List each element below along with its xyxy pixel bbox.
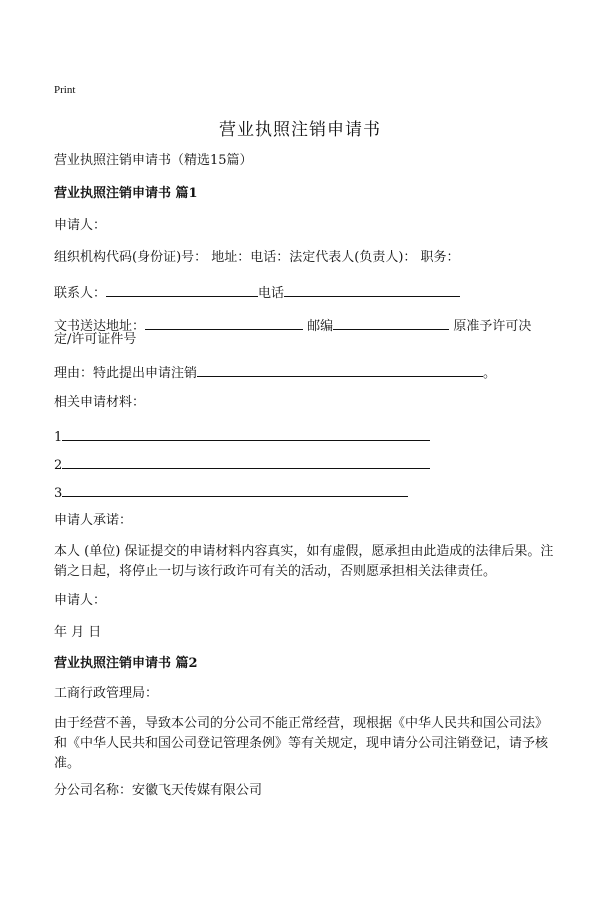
section2-heading: 营业执照注销申请书 篇2 bbox=[54, 656, 198, 671]
org-line: 组织机构代码(身份证)号： 地址：电话：法定代表人(负责人)： 职务： bbox=[54, 250, 460, 265]
item-blank bbox=[62, 482, 408, 497]
branch-name: 分公司名称：安徽飞天传媒有限公司 bbox=[54, 783, 263, 798]
item-number: 1 bbox=[54, 430, 63, 445]
item-blank bbox=[62, 454, 430, 469]
address-blank bbox=[145, 315, 303, 330]
reason-end: 。 bbox=[483, 366, 497, 381]
reason-row bbox=[54, 362, 496, 383]
recipient-line: 工商行政管理局： bbox=[54, 686, 159, 701]
item-number: 2 bbox=[54, 458, 63, 473]
material-item-3 bbox=[54, 482, 408, 503]
contact-blank bbox=[106, 282, 258, 297]
postcode-blank bbox=[333, 315, 449, 330]
reason-label: 理由：特此提出申请注销 bbox=[54, 366, 198, 381]
applicant-line: 申请人： bbox=[54, 218, 107, 233]
phone-blank bbox=[284, 282, 460, 297]
item-number: 3 bbox=[54, 486, 63, 501]
item-blank bbox=[62, 426, 430, 441]
section1-heading: 营业执照注销申请书 篇1 bbox=[54, 186, 198, 201]
phone-label: 电话 bbox=[258, 286, 285, 301]
commitment-text: 本人 (单位) 保证提交的申请材料内容真实，如有虚假，愿承担由此造成的法律后果。注销之日起，将停止一切与该行政许可有关的活动，否则愿承担相关法律责任。 bbox=[54, 544, 554, 579]
contact-row bbox=[54, 282, 460, 303]
material-item-1 bbox=[54, 426, 430, 447]
license-line2: 定/许可证件号 bbox=[54, 332, 137, 347]
section2-body: 由于经营不善，导致本公司的分公司不能正常经营，现根据《中华人民共和国公司法》和《中华人民共和国公司登记管理条例》等有关规定，现申请分公司注销登记，请予核准。 bbox=[54, 716, 549, 771]
license-tail: 原准予许可决 bbox=[453, 319, 532, 334]
reason-blank bbox=[197, 362, 483, 377]
commitment-label: 申请人承诺： bbox=[54, 513, 133, 528]
address-label: 文书送达地址： bbox=[54, 319, 146, 334]
page-title: 营业执照注销申请书 bbox=[219, 120, 381, 140]
postcode-label: 邮编 bbox=[307, 319, 334, 334]
print-label: Print bbox=[54, 84, 76, 96]
date-line: 年 月 日 bbox=[54, 625, 102, 640]
applicant-sign: 申请人： bbox=[54, 593, 107, 608]
materials-label: 相关申请材料： bbox=[54, 395, 146, 410]
material-item-2 bbox=[54, 454, 430, 475]
subtitle: 营业执照注销申请书（精选15篇） bbox=[54, 153, 253, 168]
contact-label: 联系人： bbox=[54, 286, 107, 301]
